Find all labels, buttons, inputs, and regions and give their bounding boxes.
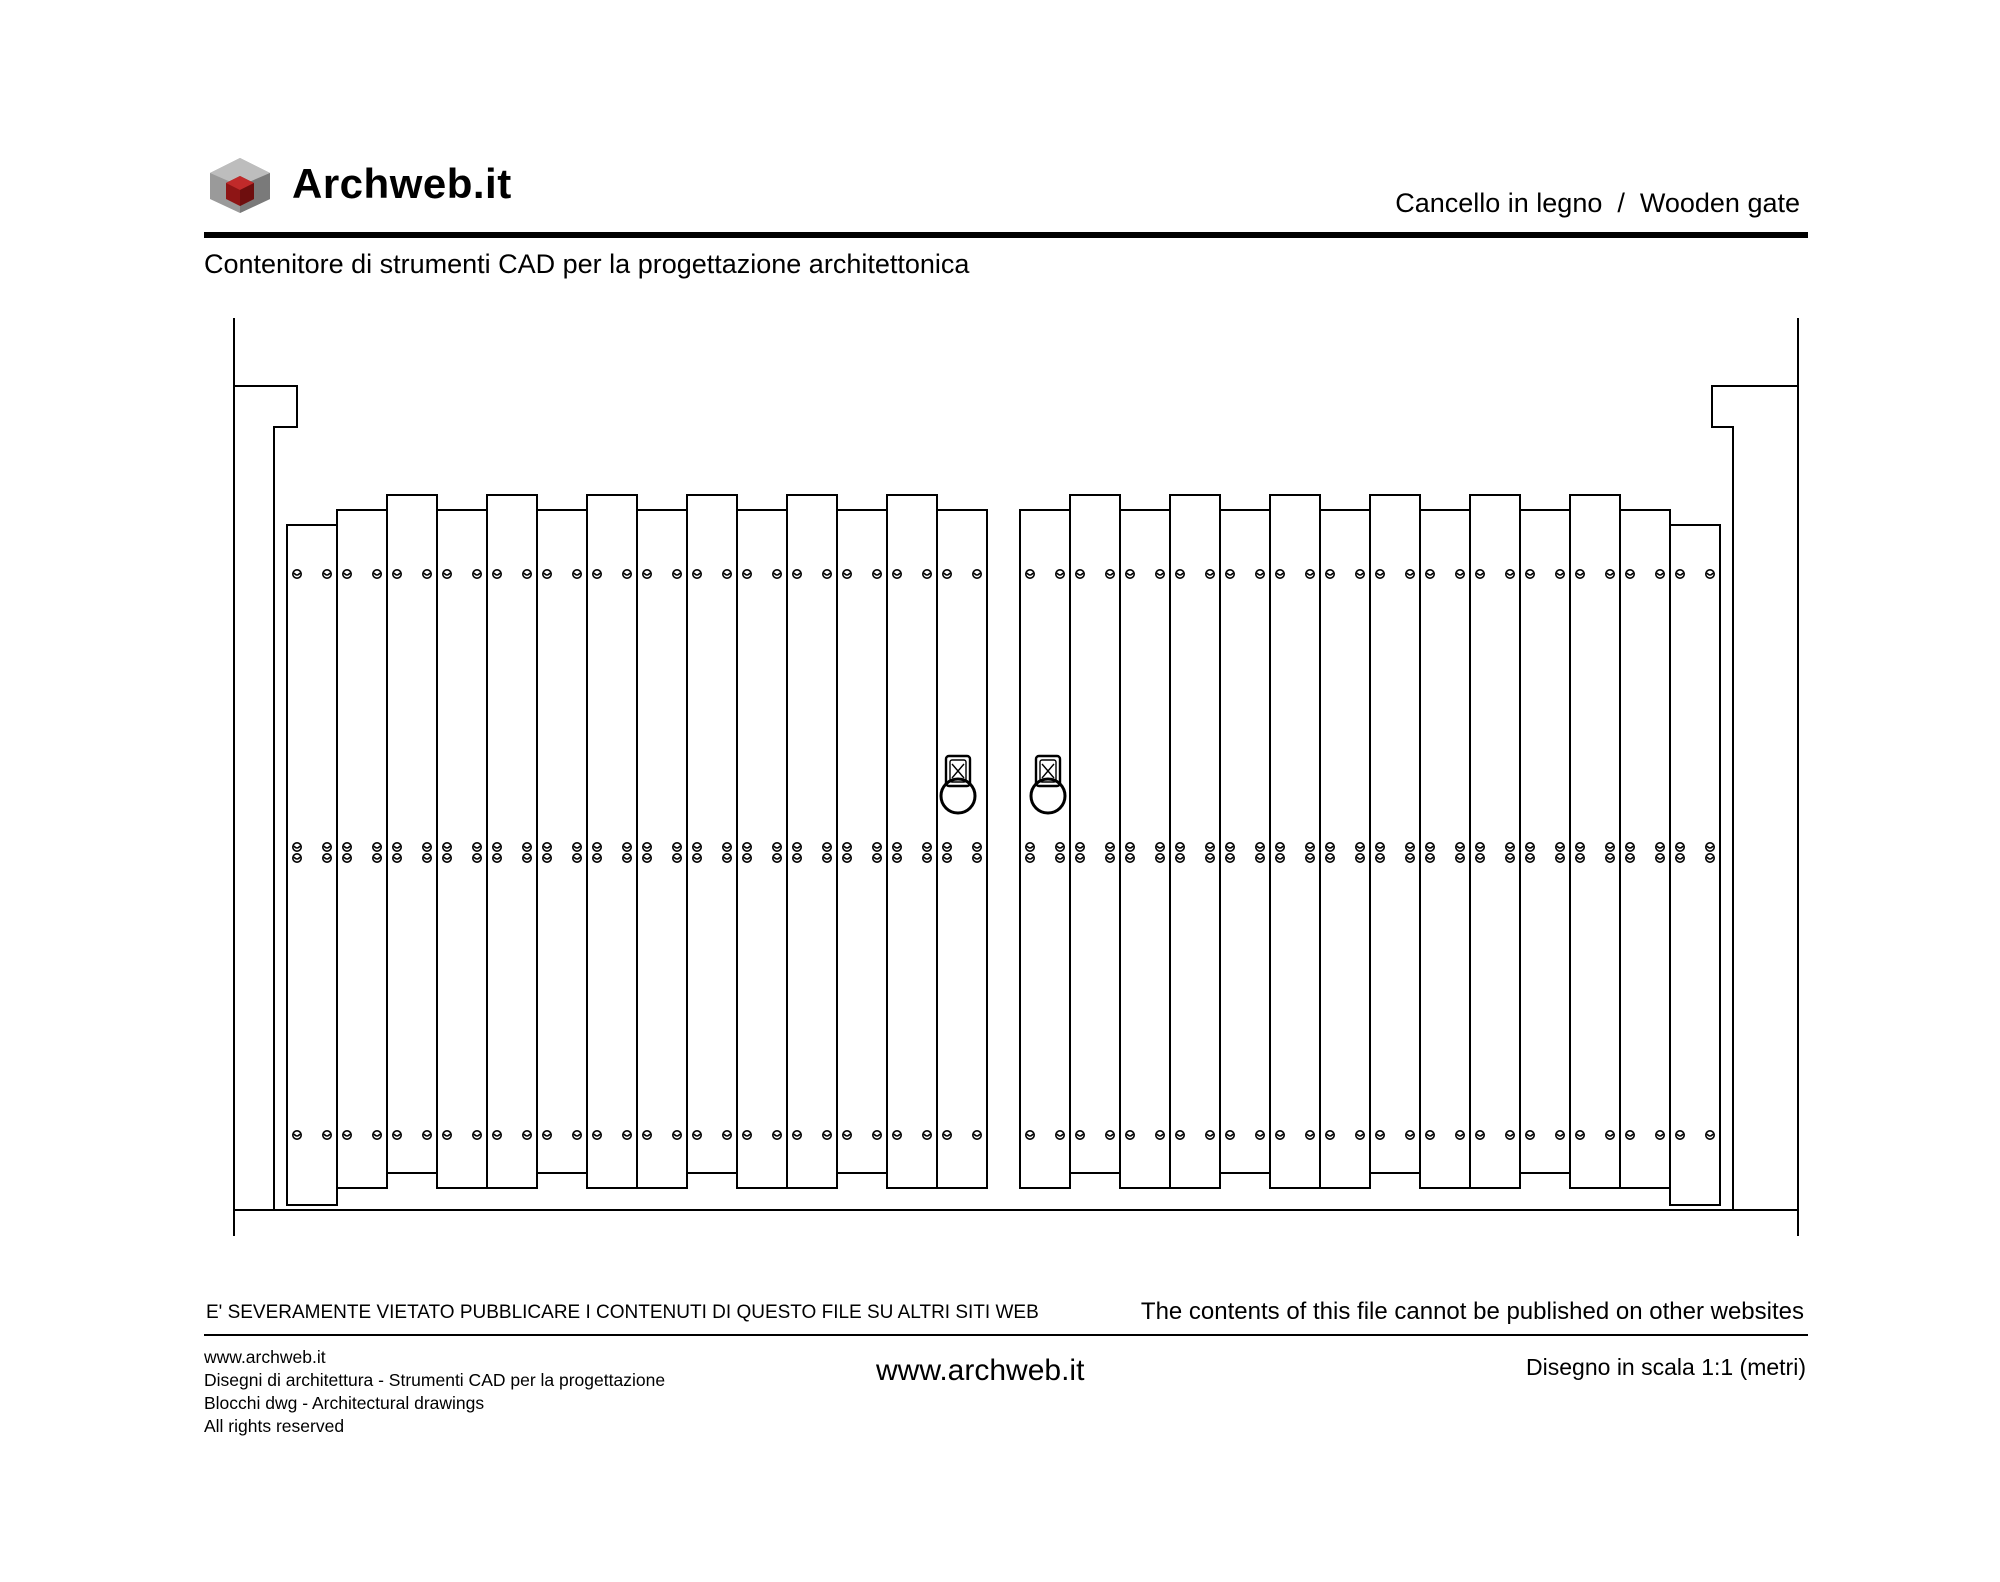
- nail-head: [1407, 1134, 1413, 1136]
- nail-head: [1577, 573, 1583, 575]
- gate-plank: [1020, 510, 1070, 1188]
- nail-head: [1527, 857, 1533, 859]
- gate-plank: [1070, 495, 1120, 1173]
- nail-head: [1127, 1134, 1133, 1136]
- nail-head: [644, 573, 650, 575]
- nail-head: [544, 573, 550, 575]
- nail-head: [1027, 857, 1033, 859]
- nail-head: [844, 1134, 850, 1136]
- nail-head: [1157, 857, 1163, 859]
- scale-note: Disegno in scala 1:1 (metri): [1526, 1354, 1806, 1380]
- nail-head: [474, 573, 480, 575]
- nail-head: [1357, 857, 1363, 859]
- nail-head: [824, 573, 830, 575]
- nail-head: [894, 1134, 900, 1136]
- nail-head: [524, 846, 530, 848]
- gate-plank: [537, 510, 587, 1173]
- nail-head: [774, 573, 780, 575]
- nail-head: [794, 846, 800, 848]
- nail-head: [594, 846, 600, 848]
- nail-head: [1177, 1134, 1183, 1136]
- nail-head: [1207, 1134, 1213, 1136]
- nail-head: [1507, 573, 1513, 575]
- warning-english: The contents of this file cannot be published on other websites: [1140, 1298, 1804, 1325]
- footer-line-drawings: Disegni di architettura - Strumenti CAD per la progettazione: [204, 1370, 666, 1390]
- nail-head: [1457, 1134, 1463, 1136]
- nail-head: [444, 857, 450, 859]
- nail-head: [1707, 1134, 1713, 1136]
- nail-head: [1627, 846, 1633, 848]
- nail-head: [674, 857, 680, 859]
- nail-head: [824, 1134, 830, 1136]
- nail-head: [1327, 1134, 1333, 1136]
- nail-head: [374, 846, 380, 848]
- nail-head: [574, 1134, 580, 1136]
- nail-head: [594, 1134, 600, 1136]
- nail-head: [1107, 573, 1113, 575]
- nail-head: [1507, 1134, 1513, 1136]
- nail-head: [624, 1134, 630, 1136]
- nail-head: [1277, 857, 1283, 859]
- nail-head: [674, 573, 680, 575]
- gate-plank: [1620, 510, 1670, 1188]
- nail-head: [794, 857, 800, 859]
- nail-head: [1477, 573, 1483, 575]
- nail-head: [474, 1134, 480, 1136]
- nail-head: [1107, 846, 1113, 848]
- gate-plank: [787, 495, 837, 1188]
- nail-head: [1357, 846, 1363, 848]
- right-pillar: [1712, 318, 1798, 1236]
- nail-head: [694, 573, 700, 575]
- nail-head: [344, 573, 350, 575]
- gate-plank: [287, 525, 337, 1205]
- gate-plank: [937, 510, 987, 1188]
- nail-head: [944, 1134, 950, 1136]
- nail-head: [874, 573, 880, 575]
- gate-plank: [587, 495, 637, 1188]
- nail-head: [1157, 573, 1163, 575]
- ring-handle-icon: [941, 756, 975, 813]
- gate-plank: [1520, 510, 1570, 1173]
- nail-head: [1177, 857, 1183, 859]
- nail-head: [644, 1134, 650, 1136]
- nail-head: [794, 1134, 800, 1136]
- nail-head: [1127, 857, 1133, 859]
- nail-head: [974, 1134, 980, 1136]
- nail-head: [1707, 846, 1713, 848]
- nail-head: [1407, 857, 1413, 859]
- subtitle: Contenitore di strumenti CAD per la progettazione architettonica: [204, 249, 970, 279]
- nail-head: [394, 1134, 400, 1136]
- nail-head: [344, 1134, 350, 1136]
- nail-head: [1377, 1134, 1383, 1136]
- nail-head: [544, 857, 550, 859]
- nail-head: [774, 857, 780, 859]
- nail-head: [974, 573, 980, 575]
- nail-head: [1357, 573, 1363, 575]
- nail-head: [824, 857, 830, 859]
- nail-head: [974, 846, 980, 848]
- nail-head: [1307, 1134, 1313, 1136]
- nail-head: [944, 846, 950, 848]
- nail-head: [394, 857, 400, 859]
- nail-head: [1577, 1134, 1583, 1136]
- nail-head: [1607, 846, 1613, 848]
- nail-head: [1677, 573, 1683, 575]
- header-divider: [204, 232, 1808, 238]
- nail-head: [1677, 1134, 1683, 1136]
- nail-head: [744, 846, 750, 848]
- nail-head: [874, 846, 880, 848]
- nail-head: [324, 1134, 330, 1136]
- footer-line-rights: All rights reserved: [204, 1416, 345, 1436]
- nail-head: [674, 1134, 680, 1136]
- gate-nails: [293, 570, 1714, 1139]
- nail-head: [1507, 857, 1513, 859]
- nail-head: [744, 573, 750, 575]
- nail-head: [1477, 846, 1483, 848]
- nail-head: [924, 573, 930, 575]
- nail-head: [444, 846, 450, 848]
- nail-head: [1077, 846, 1083, 848]
- nail-head: [394, 846, 400, 848]
- warning-italian: E' SEVERAMENTE VIETATO PUBBLICARE I CONTENUTI DI QUESTO FILE SU ALTRI SITI WEB: [206, 1302, 1039, 1323]
- nail-head: [1327, 846, 1333, 848]
- nail-head: [1457, 573, 1463, 575]
- nail-head: [1307, 846, 1313, 848]
- nail-head: [844, 573, 850, 575]
- nail-head: [1707, 857, 1713, 859]
- nail-head: [644, 857, 650, 859]
- nail-head: [374, 1134, 380, 1136]
- nail-head: [644, 846, 650, 848]
- nail-head: [1657, 857, 1663, 859]
- nail-head: [1607, 857, 1613, 859]
- gate-plank: [1570, 495, 1620, 1188]
- nail-head: [344, 857, 350, 859]
- nail-head: [1127, 573, 1133, 575]
- nail-head: [924, 857, 930, 859]
- nail-head: [324, 846, 330, 848]
- nail-head: [824, 846, 830, 848]
- nail-head: [1057, 846, 1063, 848]
- nail-head: [494, 1134, 500, 1136]
- nail-head: [1027, 1134, 1033, 1136]
- gate-plank: [737, 510, 787, 1188]
- nail-head: [1257, 846, 1263, 848]
- nail-head: [1207, 857, 1213, 859]
- nail-head: [944, 857, 950, 859]
- nail-head: [1277, 573, 1283, 575]
- gate-plank: [887, 495, 937, 1188]
- nail-head: [574, 846, 580, 848]
- nail-head: [1557, 1134, 1563, 1136]
- nail-head: [724, 857, 730, 859]
- nail-head: [894, 573, 900, 575]
- nail-head: [1677, 857, 1683, 859]
- nail-head: [324, 857, 330, 859]
- nail-head: [1457, 857, 1463, 859]
- nail-head: [524, 857, 530, 859]
- nail-head: [974, 857, 980, 859]
- gate-plank: [337, 510, 387, 1188]
- nail-head: [494, 846, 500, 848]
- nail-head: [1257, 1134, 1263, 1136]
- nail-head: [1377, 573, 1383, 575]
- nail-head: [1157, 846, 1163, 848]
- nail-head: [374, 573, 380, 575]
- nail-head: [724, 1134, 730, 1136]
- nail-head: [524, 1134, 530, 1136]
- nail-head: [844, 857, 850, 859]
- nail-head: [1557, 857, 1563, 859]
- nail-head: [844, 846, 850, 848]
- footer-line-site: www.archweb.it: [204, 1347, 326, 1367]
- nail-head: [1327, 857, 1333, 859]
- nail-head: [1577, 846, 1583, 848]
- archweb-logo-icon: [208, 156, 272, 214]
- nail-head: [544, 1134, 550, 1136]
- nail-head: [424, 857, 430, 859]
- nail-head: [624, 857, 630, 859]
- nail-head: [744, 857, 750, 859]
- nail-head: [1377, 857, 1383, 859]
- nail-head: [294, 1134, 300, 1136]
- nail-head: [1507, 846, 1513, 848]
- gate-planks: [287, 495, 1720, 1205]
- nail-head: [1057, 857, 1063, 859]
- nail-head: [394, 573, 400, 575]
- nail-head: [574, 857, 580, 859]
- nail-head: [574, 573, 580, 575]
- nail-head: [1027, 846, 1033, 848]
- nail-head: [424, 573, 430, 575]
- nail-head: [1107, 1134, 1113, 1136]
- drawing-title: Cancello in legno / Wooden gate: [1395, 188, 1800, 218]
- nail-head: [1127, 846, 1133, 848]
- nail-head: [1707, 573, 1713, 575]
- nail-head: [1307, 573, 1313, 575]
- nail-head: [324, 573, 330, 575]
- nail-head: [474, 846, 480, 848]
- nail-head: [424, 1134, 430, 1136]
- nail-head: [294, 857, 300, 859]
- nail-head: [1177, 846, 1183, 848]
- nail-head: [1327, 573, 1333, 575]
- nail-head: [1107, 857, 1113, 859]
- nail-head: [1477, 857, 1483, 859]
- nail-head: [694, 1134, 700, 1136]
- nail-head: [1427, 573, 1433, 575]
- gate-plank: [687, 495, 737, 1173]
- nail-head: [1627, 1134, 1633, 1136]
- nail-head: [1677, 846, 1683, 848]
- nail-head: [1257, 857, 1263, 859]
- gate-plank: [1670, 525, 1720, 1205]
- brand-name: Archweb.it: [292, 160, 512, 207]
- gate-plank: [387, 495, 437, 1173]
- nail-head: [1527, 846, 1533, 848]
- nail-head: [794, 573, 800, 575]
- nail-head: [1607, 573, 1613, 575]
- gate-plank: [1120, 510, 1170, 1188]
- nail-head: [1227, 857, 1233, 859]
- nail-head: [774, 1134, 780, 1136]
- nail-head: [594, 573, 600, 575]
- nail-head: [1627, 857, 1633, 859]
- nail-head: [944, 573, 950, 575]
- nail-head: [894, 857, 900, 859]
- gate-plank: [1470, 495, 1520, 1188]
- nail-head: [444, 1134, 450, 1136]
- nail-head: [1527, 573, 1533, 575]
- nail-head: [674, 846, 680, 848]
- nail-head: [524, 573, 530, 575]
- nail-head: [1427, 857, 1433, 859]
- nail-head: [1077, 857, 1083, 859]
- gate-plank: [1420, 510, 1470, 1188]
- nail-head: [1057, 1134, 1063, 1136]
- nail-head: [1407, 573, 1413, 575]
- gate-plank: [1270, 495, 1320, 1188]
- nail-head: [1157, 1134, 1163, 1136]
- nail-head: [1357, 1134, 1363, 1136]
- nail-head: [1277, 846, 1283, 848]
- nail-head: [1427, 846, 1433, 848]
- nail-head: [1257, 573, 1263, 575]
- nail-head: [924, 1134, 930, 1136]
- gate-plank: [437, 510, 487, 1188]
- nail-head: [874, 857, 880, 859]
- nail-head: [1657, 573, 1663, 575]
- nail-head: [1207, 846, 1213, 848]
- nail-head: [1477, 1134, 1483, 1136]
- nail-head: [724, 846, 730, 848]
- nail-head: [294, 573, 300, 575]
- gate-plank: [1370, 495, 1420, 1173]
- nail-head: [694, 846, 700, 848]
- nail-head: [424, 846, 430, 848]
- nail-head: [1077, 573, 1083, 575]
- nail-head: [774, 846, 780, 848]
- footer-divider: [204, 1334, 1808, 1336]
- wooden-gate-drawing: [0, 300, 2000, 1260]
- nail-head: [344, 846, 350, 848]
- nail-head: [294, 846, 300, 848]
- nail-head: [1557, 846, 1563, 848]
- gate-plank: [637, 510, 687, 1188]
- nail-head: [1027, 573, 1033, 575]
- nail-head: [1307, 857, 1313, 859]
- nail-head: [1227, 1134, 1233, 1136]
- nail-head: [744, 1134, 750, 1136]
- nail-head: [1227, 573, 1233, 575]
- gate-plank: [487, 495, 537, 1188]
- nail-head: [1057, 573, 1063, 575]
- gate-plank: [1220, 510, 1270, 1173]
- nail-head: [1277, 1134, 1283, 1136]
- nail-head: [1457, 846, 1463, 848]
- nail-head: [924, 846, 930, 848]
- nail-head: [1227, 846, 1233, 848]
- nail-head: [894, 846, 900, 848]
- nail-head: [544, 846, 550, 848]
- nail-head: [694, 857, 700, 859]
- nail-head: [1577, 857, 1583, 859]
- nail-head: [1607, 1134, 1613, 1136]
- nail-head: [1657, 846, 1663, 848]
- nail-head: [624, 573, 630, 575]
- footer-line-blocks: Blocchi dwg - Architectural drawings: [204, 1393, 485, 1413]
- gate-plank: [1170, 495, 1220, 1188]
- nail-head: [1077, 1134, 1083, 1136]
- nail-head: [874, 1134, 880, 1136]
- nail-head: [444, 573, 450, 575]
- gate-plank: [837, 510, 887, 1173]
- footer-url: www.archweb.it: [876, 1354, 1085, 1387]
- nail-head: [1627, 573, 1633, 575]
- nail-head: [374, 857, 380, 859]
- nail-head: [474, 857, 480, 859]
- nail-head: [1657, 1134, 1663, 1136]
- nail-head: [1427, 1134, 1433, 1136]
- nail-head: [1527, 1134, 1533, 1136]
- nail-head: [724, 573, 730, 575]
- nail-head: [624, 846, 630, 848]
- nail-head: [1177, 573, 1183, 575]
- ring-handle-icon: [1031, 756, 1065, 813]
- nail-head: [494, 857, 500, 859]
- nail-head: [494, 573, 500, 575]
- nail-head: [1207, 573, 1213, 575]
- nail-head: [1407, 846, 1413, 848]
- nail-head: [594, 857, 600, 859]
- gate-plank: [1320, 510, 1370, 1188]
- nail-head: [1377, 846, 1383, 848]
- nail-head: [1557, 573, 1563, 575]
